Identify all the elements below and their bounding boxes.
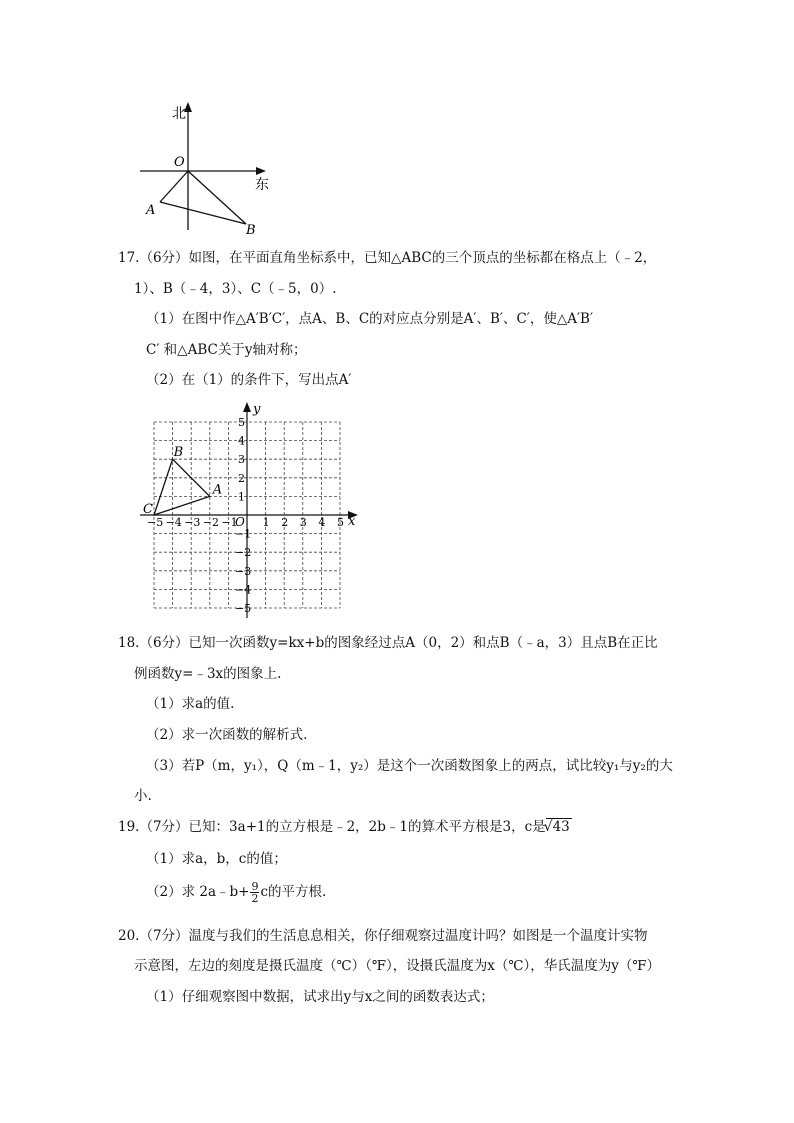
x-tick-label: 4 <box>318 516 326 529</box>
q19-part2-prefix: （2）求 2a﹣b+ <box>146 884 250 900</box>
sqrt-43: √43 <box>543 819 570 835</box>
compass-figure <box>130 98 280 238</box>
y-axis-arrow-icon <box>243 402 251 412</box>
q18-part2: （2）求一次函数的解析式. <box>146 727 308 743</box>
x-tick-label: −3 <box>184 516 201 529</box>
q17-line2: 1）、B（﹣4，3）、C（﹣5，0）. <box>134 281 337 297</box>
x-tick-label: −4 <box>165 516 182 529</box>
q17-part1-line1: （1）在图中作△A′B′C′，点A、B、C的对应点分别是A′、B′、C′，使△A′B′ <box>146 311 594 327</box>
frac-denominator: 2 <box>251 892 259 905</box>
point-b-label: B <box>246 223 256 238</box>
y-tick-label: −4 <box>235 583 252 597</box>
q17-line1: 17.（6分）如图，在平面直角坐标系中，已知△ABC的三个顶点的坐标都在格点上（﹣2， <box>118 250 657 266</box>
y-tick-label: −1 <box>235 527 252 541</box>
x-tick-label: −5 <box>147 516 164 529</box>
q19-part2 <box>146 881 326 904</box>
x-tick-label: −2 <box>202 516 220 529</box>
grid-origin-label: O <box>235 515 245 529</box>
triangle-abc <box>154 459 210 515</box>
q20-line1: 20.（7分）温度与我们的生活息息相关，你仔细观察过温度计吗？如图是一个温度计实物 <box>118 928 648 944</box>
q18-part1: （1）求a的值. <box>146 696 235 712</box>
sqrt-value: 43 <box>552 819 570 835</box>
point-a-label: A <box>146 203 156 218</box>
east-arrow-icon <box>256 167 266 175</box>
origin-label: O <box>174 155 185 170</box>
y-tick-label: 3 <box>238 453 245 467</box>
q17-part1-line2: C′ 和△ABC关于y轴对称； <box>146 342 307 358</box>
frac-numerator: 9 <box>251 880 259 893</box>
x-axis-label: x <box>348 514 356 529</box>
q19-line1-text: 19.（7分）已知：3a+1的立方根是﹣2，2b﹣1的算术平方根是3，c是 <box>118 819 546 835</box>
q18-part3-line1: （3）若P（m，y₁），Q（m﹣1，y₂）是这个一次函数图象上的两点，试比较y₁与y₂的大 <box>146 758 673 774</box>
segment-oa <box>160 171 188 202</box>
north-label: 北 <box>172 106 186 122</box>
q17-part2: （2）在（1）的条件下，写出点A′ <box>146 372 352 388</box>
x-tick-label: 1 <box>262 516 270 529</box>
fraction-9-over-2 <box>250 881 259 904</box>
q20-part1: （1）仔细观察图中数据，试求出y与x之间的函数表达式； <box>146 989 494 1005</box>
q20-line2: 示意图，左边的刻度是摄氏温度（℃）（℉），设摄氏温度为x（℃），华氏温度为y（℉） <box>134 958 660 974</box>
grid-point-c-label: C <box>143 502 153 517</box>
q19-part2-suffix: c的平方根. <box>260 884 327 900</box>
y-tick-label: 2 <box>238 471 245 485</box>
y-tick-label: 4 <box>238 434 245 448</box>
q18-line2: 例函数y=﹣3x的图象上. <box>134 666 282 682</box>
y-tick-label: −5 <box>235 602 252 615</box>
x-tick-label: 2 <box>281 516 289 529</box>
grid-point-a-label: A <box>212 482 223 498</box>
q18-line1: 18.（6分）已知一次函数y=kx+b的图象经过点A（0，2）和点B（﹣a，3）且点B在正比 <box>118 635 658 651</box>
x-tick-label: 3 <box>299 516 307 529</box>
y-tick-label: 5 <box>238 416 245 429</box>
coordinate-grid-figure <box>136 398 366 622</box>
y-tick-label: −3 <box>235 564 252 578</box>
y-tick-label: −2 <box>235 546 252 560</box>
x-tick-label: 5 <box>337 516 344 529</box>
east-label: 东 <box>255 177 269 193</box>
y-tick-label: 1 <box>238 490 245 504</box>
q18-part3-line2: 小. <box>134 788 152 804</box>
y-axis-label: y <box>253 402 261 417</box>
q19-line1 <box>118 817 572 837</box>
grid-point-b-label: B <box>173 445 184 461</box>
x-tick-label: −1 <box>221 516 238 529</box>
q19-part1: （1）求a，b，c的值； <box>146 851 287 867</box>
